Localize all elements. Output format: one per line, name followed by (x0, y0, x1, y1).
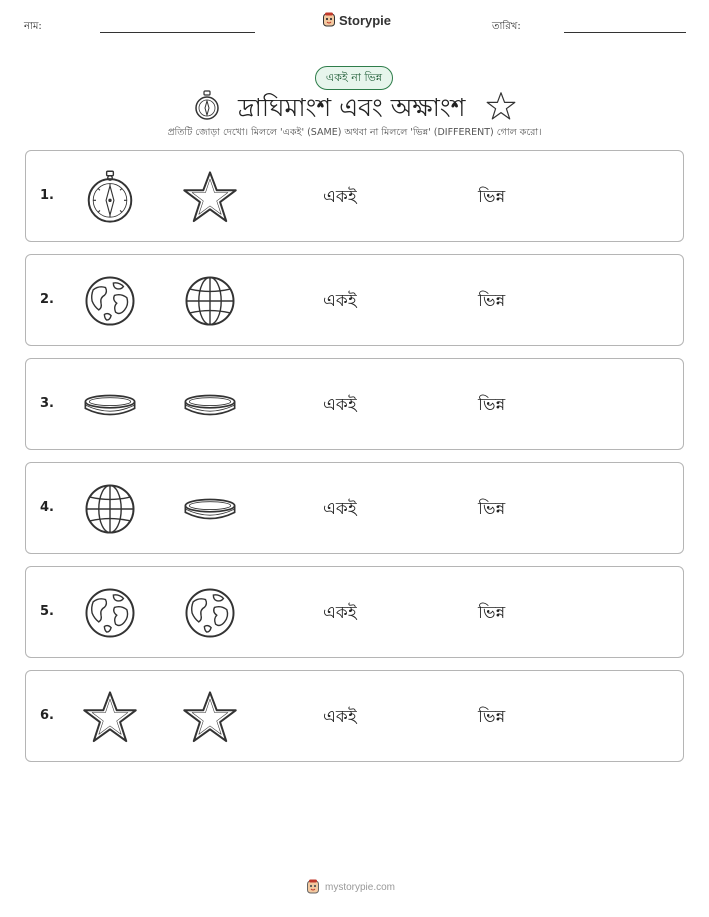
same-option[interactable]: একই (323, 707, 357, 727)
compass-icon (194, 90, 220, 122)
different-option[interactable]: ভিন্ন (478, 707, 506, 727)
compass-icon (82, 169, 138, 225)
footer (306, 879, 395, 895)
right-picture (182, 689, 238, 745)
earth-icon (82, 585, 138, 641)
question-number: 5. (40, 604, 54, 619)
right-picture (182, 481, 238, 537)
date-label: তারিখ: (492, 21, 521, 32)
ring-icon (182, 481, 238, 537)
left-picture (82, 585, 138, 641)
same-option[interactable]: একই (323, 603, 357, 623)
question-row (25, 358, 684, 450)
star-icon (182, 689, 238, 745)
same-option[interactable]: একই (323, 395, 357, 415)
question-row (25, 462, 684, 554)
globe-grid-icon (82, 481, 138, 537)
worksheet-type-badge: একই না ভিন্ন (315, 66, 393, 90)
question-number: 2. (40, 292, 54, 307)
question-row (25, 670, 684, 762)
question-row (25, 566, 684, 658)
same-option[interactable]: একই (323, 499, 357, 519)
brand-name: Storypie (339, 12, 392, 28)
footer-url[interactable]: mystorypie.com (325, 881, 396, 893)
name-line[interactable] (100, 32, 255, 33)
left-picture (82, 169, 138, 225)
globe-grid-icon (182, 273, 238, 329)
different-option[interactable]: ভিন্ন (478, 395, 506, 415)
left-picture (82, 689, 138, 745)
star-icon (182, 169, 238, 225)
different-option[interactable]: ভিন্ন (478, 603, 506, 623)
earth-icon (82, 273, 138, 329)
right-picture (182, 585, 238, 641)
same-option[interactable]: একই (323, 291, 357, 311)
date-line[interactable] (564, 32, 686, 33)
page-title: দ্রাঘিমাংশ এবং অক্ষাংশ (238, 93, 466, 122)
storypie-mascot-icon (322, 12, 336, 28)
question-number: 1. (40, 188, 54, 203)
question-number: 4. (40, 500, 54, 515)
star-icon (485, 91, 517, 121)
left-picture (82, 377, 138, 433)
different-option[interactable]: ভিন্ন (478, 187, 506, 207)
different-option[interactable]: ভিন্ন (478, 499, 506, 519)
question-row (25, 254, 684, 346)
name-label: নাম: (24, 21, 42, 32)
question-number: 6. (40, 708, 54, 723)
brand-logo (322, 12, 391, 28)
right-picture (182, 273, 238, 329)
title-row (0, 88, 709, 126)
earth-icon (182, 585, 238, 641)
left-picture (82, 481, 138, 537)
different-option[interactable]: ভিন্ন (478, 291, 506, 311)
storypie-mascot-icon (306, 879, 320, 895)
question-row (25, 150, 684, 242)
star-icon (82, 689, 138, 745)
same-option[interactable]: একই (323, 187, 357, 207)
right-picture (182, 377, 238, 433)
ring-icon (182, 377, 238, 433)
right-picture (182, 169, 238, 225)
ring-icon (82, 377, 138, 433)
left-picture (82, 273, 138, 329)
question-number: 3. (40, 396, 54, 411)
instructions: প্রতিটি জোড়া দেখো। মিললে 'একই' (SAME) অথবা না মিললে 'ভিন্ন' (DIFFERENT) গোল করো। (167, 127, 542, 138)
